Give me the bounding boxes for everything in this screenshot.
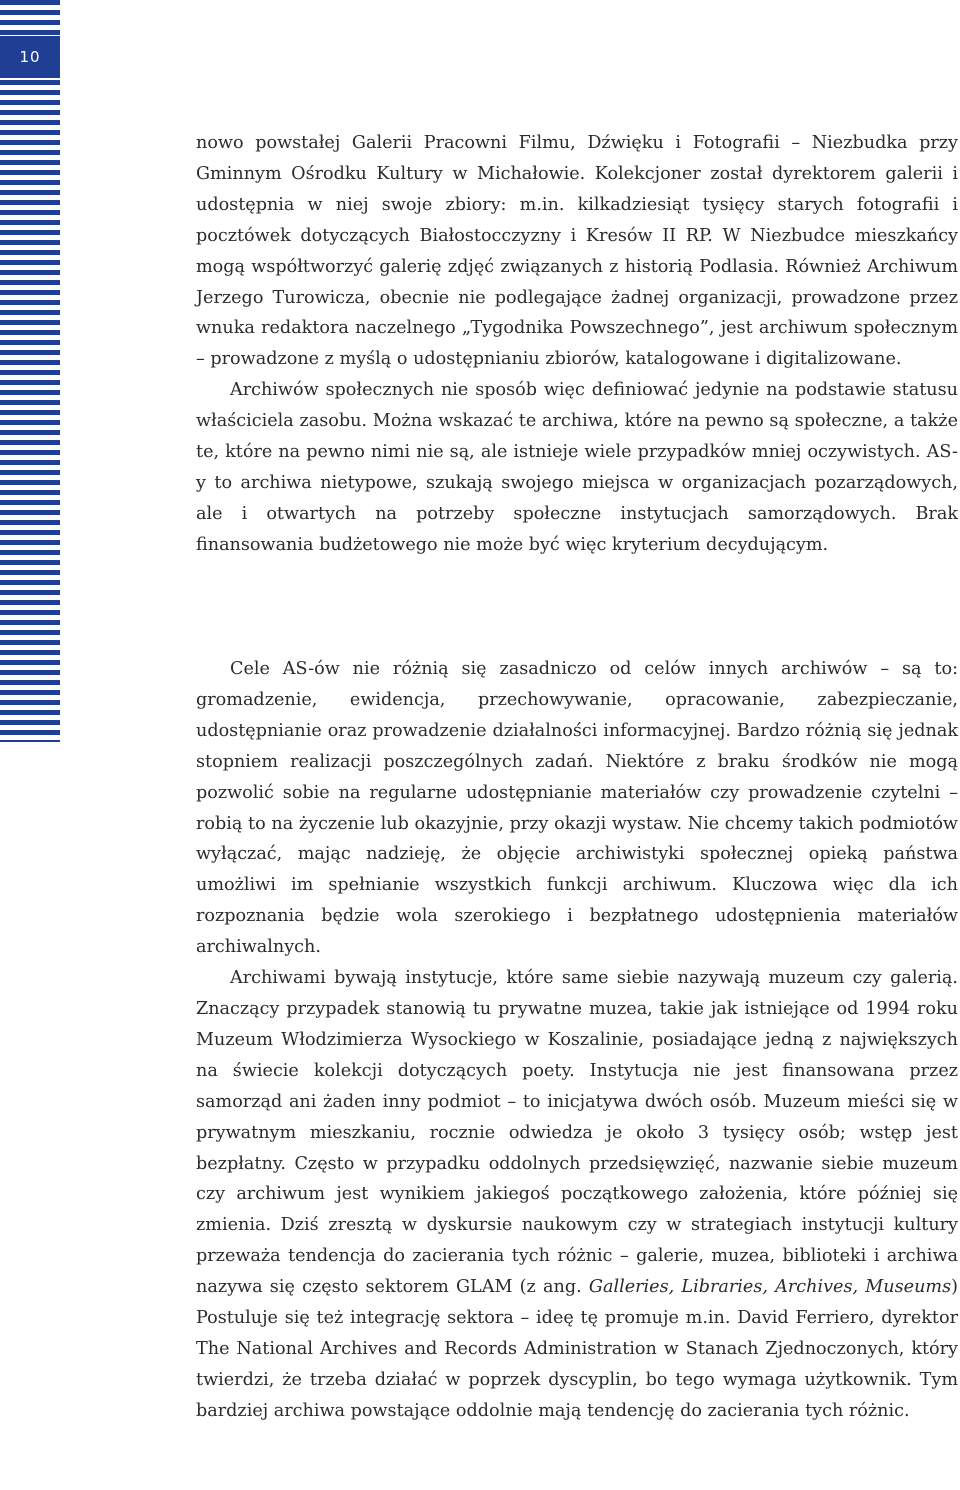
text-section-1 [196,128,958,561]
decorative-stripes [0,0,60,742]
paragraph: Archiwów społecznych nie sposób więc definiować jedynie na podstawie statusu właściciela zasobu. Można wskazać te archiwa, które na pewno są społeczne, a także te, które na pewno nimi nie są, ale istnieje wiele przypadków mniej oczywistych. AS-y to archiwa nietypowe, szukają swojego miejsca w organizacjach pozarządowych, ale i otwartych na potrzeby społeczne instytucjach samorządowych. Brak finansowania budżetowego nie może być więc kryterium decydującym. [196,380,958,555]
page-number: 10 [0,36,60,78]
paragraph-text: Archiwami bywają instytucje, które same siebie nazywają muzeum czy galerią. Znaczący przypadek stanowią tu prywatne muzea, takie jak istniejące od 1994 roku Muzeum Włodzimierza Wysockiego w Koszalinie, posiadające jedną z największych na świecie kolekcji dotyczących poety. Instytucja nie jest finansowana przez samorząd ani żaden inny podmiot – to inicjatywa dwóch osób. Muzeum mieści się w prywatnym mieszkaniu, rocznie odwiedza je około 3 tysięcy osób; wstęp jest bezpłatny. Często w przypadku oddolnych przedsięwzięć, nazwanie siebie muzeum czy archiwum jest wynikiem jakiegoś początkowego założenia, które później się zmienia. Dziś zresztą w dyskursie naukowym czy w strategiach instytucji kultury przeważa tendencja do zacierania tych różnic – galerie, muzea, biblioteki i archiwa nazywa się często sektorem GLAM (z ang. [196,968,958,1298]
italic-phrase: Galleries, Libraries, Archives, Museums [588,1277,952,1298]
paragraph [196,963,958,1427]
paragraph: nowo powstałej Galerii Pracowni Filmu, Dźwięku i Fotografii – Niezbudka przy Gminnym Ośrodku Kultury w Michałowie. Kolekcjoner został dyrektorem galerii i udostępnia w niej swoje zbiory: m.in. kilkadziesiąt tysięcy starych fotografii i pocztówek dotyczących Białostocczyzny i Kresów II RP. W Niezbudce mieszkańcy mogą współtworzyć galerię zdjęć związanych z historią Podlasia. Również Archiwum Jerzego Turowicza, obecnie nie podlegające żadnej organizacji, prowadzone przez wnuka redaktora naczelnego „Tygodnika Powszechnego”, jest archiwum społecznym – prowadzone z myślą o udostępnianiu zbiorów, katalogowane i digitalizowane. [196,133,958,370]
paragraph: Cele AS-ów nie różnią się zasadniczo od celów innych archiwów – są to: gromadzenie, ewidencja, przechowywanie, opracowanie, zabezpieczanie, udostępnianie oraz prowadzenie działalności informacyjnej. Bardzo różnią się jednak stopniem realizacji poszczególnych zadań. Niektóre z braku środków nie mogą pozwolić sobie na regularne udostępnianie materiałów czy prowadzenie czytelni – robią to na życzenie lub okazyjnie, przy okazji wystaw. Nie chcemy takich podmiotów wyłączać, mając nadzieję, że objęcie archiwistyki społecznej opieką państwa umożliwi im spełnianie wszystkich funkcji archiwum. Kluczowa więc dla ich rozpoznania będzie wola szerokiego i bezpłatnego udostępnienia materiałów archiwalnych. [196,659,958,958]
text-section-2 [196,654,958,1427]
paragraph-text: ) Postuluje się też integrację sektora – ideę tę promuje m.in. David Ferriero, dyrektor The National Archives and Records Administration w Stanach Zjednoczonych, który twierdzi, że trzeba działać w poprzek dyscyplin, bo tego wymaga użytkownik. Tym bardziej archiwa powstające oddolnie mają tendencję do zacierania tych różnic. [196,1277,958,1421]
